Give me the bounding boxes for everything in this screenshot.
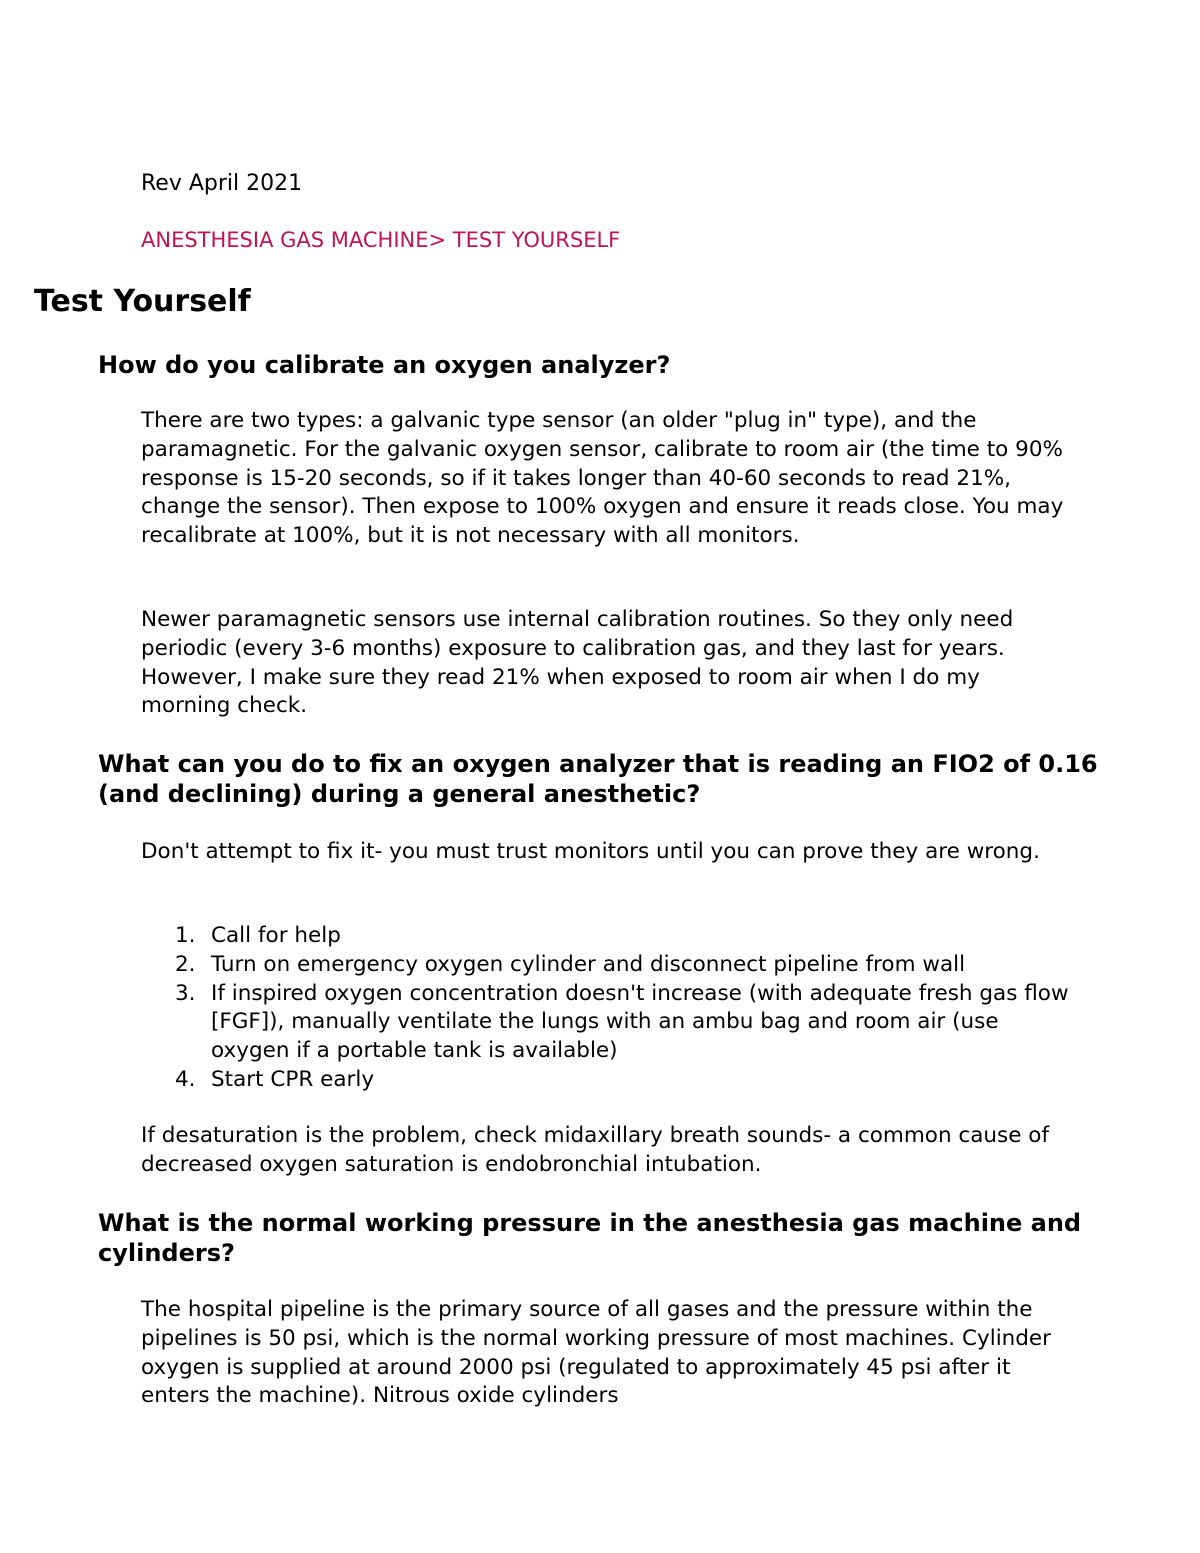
question-fix-analyzer: What can you do to fix an oxygen analyzer that is reading an FIO2 of 0.16 (and declining) during a general anesthetic? [98, 750, 1098, 808]
question-working-pressure: What is the normal working pressure in the anesthesia gas machine and cylinders? [98, 1209, 1082, 1267]
answer-paragraph: There are two types: a galvanic type sensor (an older "plug in" type), and the paramagnetic. For the galvanic oxygen sensor, calibrate to room air (the time to 90% response is 15-20 seconds, so if it takes longer than 40-60 seconds to read 21%, change the sensor). Then expose to 100% oxygen and ensure it reads close. You may recalibrate at 100%, but it is not necessary with all monitors. [141, 408, 1064, 549]
page-title: Test Yourself [34, 284, 251, 319]
step-text: Turn on emergency oxygen cylinder and disconnect pipeline from wall [211, 951, 966, 977]
action-steps-list [141, 922, 1071, 1095]
list-item [141, 980, 1071, 1066]
answer-paragraph: The hospital pipeline is the primary source of all gases and the pressure within the pipelines is 50 psi, which is the normal working pressure of most machines. Cylinder oxygen is supplied at around 2000 psi (regulated to approximately 45 psi after it enters the machine). Nitrous oxide cylinders [141, 1297, 1052, 1409]
list-item [141, 1066, 1071, 1095]
question-calibrate-analyzer: How do you calibrate an oxygen analyzer? [98, 351, 671, 379]
answer-intro: Don't attempt to fix it- you must trust monitors until you can prove they are wrong. [141, 839, 1040, 864]
list-item [141, 951, 1071, 980]
answer-outro: If desaturation is the problem, check midaxillary breath sounds- a common cause of decreased oxygen saturation is endobronchial intubation. [141, 1123, 1050, 1177]
revision-label: Rev April 2021 [141, 171, 303, 196]
step-text: Start CPR early [211, 1066, 375, 1092]
list-item [141, 922, 1071, 951]
step-number: 4. [175, 1066, 196, 1092]
answer-paragraph: Newer paramagnetic sensors use internal calibration routines. So they only need periodic (every 3-6 months) exposure to calibration gas, and they last for years. However, I make sure they read 21% when exposed to room air when I do my morning check. [141, 607, 1014, 719]
step-number: 2. [175, 951, 196, 977]
breadcrumb[interactable]: ANESTHESIA GAS MACHINE> TEST YOURSELF [141, 228, 621, 252]
step-number: 3. [175, 980, 196, 1006]
step-text: If inspired oxygen concentration doesn't increase (with adequate fresh gas flow [FGF]), manually ventilate the lungs with an ambu bag and room air (use oxygen if a portable tank is available) [211, 980, 1069, 1064]
step-number: 1. [175, 923, 196, 948]
step-text: Call for help [211, 923, 341, 948]
